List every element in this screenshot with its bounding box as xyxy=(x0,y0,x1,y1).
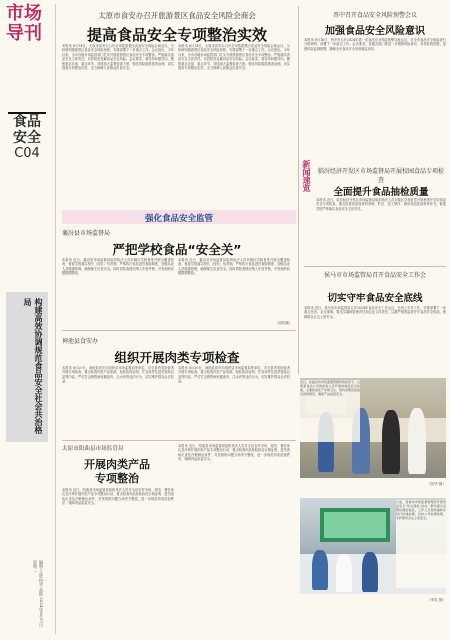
lead-kicker: 太原市食安办召开旅游景区食品安全风险会商会 xyxy=(98,11,256,20)
right-top-kicker: 晋中召开食品安全风险预警会议 xyxy=(332,12,417,19)
section-name: 食品安全 xyxy=(13,114,41,146)
photo1-caption-text: 近日，在临汾市市场监督管理局的指导下，山西某食品公司的质检人员开展肉制品安全检查，主要检查生产车间卫生、原料采购及检验记录等情况，确保产品质量安全。 xyxy=(300,380,360,442)
lead-headline: 提高食品安全专项整治实效 xyxy=(86,26,267,44)
mid3-headline-line2: 专项整治 xyxy=(95,472,139,485)
right-low-kicker: 侯马市市场监管局召开食品安全工作会 xyxy=(323,272,426,279)
slogan-banner: 构建高效协调规范食品安全社会共治格局 xyxy=(6,292,48,442)
mid3-body-col2: 本报讯 近日，阳曲县市场监管局组织执法人员对全县农贸市场、超市、餐饮单位及冷库开展肉类产品专项整治行动，重点检查肉品检验检疫合格证明、进货查验记录及冷链储运条件，对发现的问题当场责令整改，进一步规范肉类经营秩序，保障肉品质量安全。 xyxy=(178,444,290,462)
section-banner xyxy=(62,210,296,224)
lead-body-col2: 本报讯 8月14日，太原市食安办召开全市旅游景区食品安全风险会商会议，分析研判旅游景区食品安全风险形势，安排部署下一步重点工作。会议指出，今年以来，全市各级市场监管部门扎实开展旅游景区食品安全专项整治，严格落实食品安全主体责任，有效防范化解食品安全风险。会议要求，要坚持问题导向，聚焦重点区域、重点环节，持续加大监督检查力度，强化风险隐患排查治理，切实提高专项整治实效，全力保障人民群众饮食安全。 xyxy=(178,44,290,71)
lead-body-col1: 本报讯 8月14日，太原市食安办召开全市旅游景区食品安全风险会商会议，分析研判旅游景区食品安全风险形势，安排部署下一步重点工作。会议指出，今年以来，全市各级市场监管部门扎实开展旅游景区食品安全专项整治，严格落实食品安全主体责任，有效防范化解食品安全风险。会议要求，要坚持问题导向，聚焦重点区域、重点环节，持续加大监督检查力度，强化风险隐患排查治理，切实提高专项整治实效，全力保障人民群众饮食安全。 xyxy=(62,44,174,71)
right-top-body: 本报讯 8月16日，晋中市召开2024年第一次食品安全风险预警交流会议，对全市食品安全风险进行分析研判，部署下一步重点工作。会议要求，各级各部门要进一步增强风险意识，坚持底线思维，加强风险监测预警，确保全市食品安全形势稳定向好。 xyxy=(304,38,446,51)
right-mid-body: 本报讯 近日，临汾经济开发区市场监督局组织执法人员对辖区学校食堂开展秋季开学前食品安全专项检查，重点检查食品原材料采购、贮存、加工制作、餐用具清洗消毒等环节，督促学校严格落实食品安全主体责任。 xyxy=(316,198,446,211)
mid2-body-col2: 本报讯 8月20日，神池县食安办组织县市场监督局等单位，对全县肉类经营者开展专项检查，重点检查肉类产品来源、检验检疫证明、贮存条件及进货查验记录等内容，严厉打击销售病死畜禽肉、注水肉等违法行为，切实维护群众合法权益。 xyxy=(178,366,290,384)
worker-figure xyxy=(336,554,352,592)
right-top-headline: 加强食品安全风险意识 xyxy=(325,26,425,37)
section-code: C04 xyxy=(14,146,40,161)
vendor-figure xyxy=(408,408,426,474)
photo2-caption-text: 日前，晋城市市场监督管理局开展食品安全“你点我检”活动，群众提出意愿检测的食品，工作人员现场抽样并进行快速检测，及时公开检测结果，守护群众舌尖上的安全。 xyxy=(396,500,446,588)
screen-content xyxy=(324,512,386,538)
footer-info: 编辑:王进 校对:高艳 2024年8月27日 星期二 xyxy=(33,560,44,628)
mid2-headline: 组织开展肉类专项检查 xyxy=(114,350,240,365)
mid1-headline: 严把学校食品“安全关” xyxy=(112,242,242,257)
right-low-body: 本报讯 近日，侯马市市场监管局召开2024年食品安全工作会议，总结上半年工作，安排部署下一步重点任务。会议强调，要压实属地管理责任和企业主体责任，以最严格的监管守牢食品安全底线，保障群众舌尖上的安全。 xyxy=(304,306,446,319)
mid3-headline-line1: 开展肉类产品 xyxy=(84,458,150,471)
photo2-credit: （李英 摄） xyxy=(426,598,446,602)
divider xyxy=(62,330,296,331)
section-banner-text: 强化食品安全监管 xyxy=(144,214,213,224)
column-divider xyxy=(298,6,299,374)
mid3-body-col1: 本报讯 近日，阳曲县市场监管局组织执法人员对全县农贸市场、超市、餐饮单位及冷库开展肉类产品专项整治行动，重点检查肉品检验检疫合格证明、进货查验记录及冷链储运条件，对发现的问题当场责令整改，进一步规范肉类经营秩序，保障肉品质量安全。 xyxy=(62,488,174,506)
right-mid-headline: 全面提升食品抽检质量 xyxy=(333,187,429,198)
divider xyxy=(62,440,296,441)
mid2-kicker: 神池县食安办 xyxy=(62,338,99,345)
mid1-body-col1: 本报讯 近日，襄汾县市场监督局组织执法人员对辖区学校食堂开展全覆盖检查，督促学校落实校长（园长）负责制，严格执行食品进货查验制度，加强从业人员健康管理，确保师生饮食安全。同时将检查情况纳入年度考核，对发现的问题限期整改。 xyxy=(62,258,174,276)
worker-figure xyxy=(312,550,328,590)
news-brief-tag: 新闻速览 xyxy=(302,160,311,192)
right-low-headline: 切实守牢食品安全底线 xyxy=(327,293,423,304)
masthead-title: 市场导刊 xyxy=(6,3,42,44)
photo1-credit: （张华 摄） xyxy=(426,482,446,486)
section-label xyxy=(8,112,46,184)
mid1-author: （周佳楠） xyxy=(275,321,292,325)
divider xyxy=(304,266,446,267)
mid1-kicker: 襄汾县市场监督局 xyxy=(62,230,111,237)
right-mid-kicker: 临汾经济开发区市场监督局开展校园食品专项检查 xyxy=(317,168,444,184)
mid3-kicker: 太原市阳曲县市场监管局 xyxy=(62,446,124,452)
mid1-body-col2: 本报讯 近日，襄汾县市场监督局组织执法人员对辖区学校食堂开展全覆盖检查，督促学校落实校长（园长）负责制，严格执行食品进货查验制度，加强从业人员健康管理，确保师生饮食安全。同时将检查情况纳入年度考核，对发现的问题限期整改。 xyxy=(178,258,290,276)
sidebar-divider xyxy=(55,4,56,634)
citizen-figure xyxy=(362,552,378,592)
mid2-body-col1: 本报讯 8月20日，神池县食安办组织县市场监督局等单位，对全县肉类经营者开展专项检查，重点检查肉类产品来源、检验检疫证明、贮存条件及进货查验记录等内容，严厉打击销售病死畜禽肉、注水肉等违法行为，切实维护群众合法权益。 xyxy=(62,366,174,384)
